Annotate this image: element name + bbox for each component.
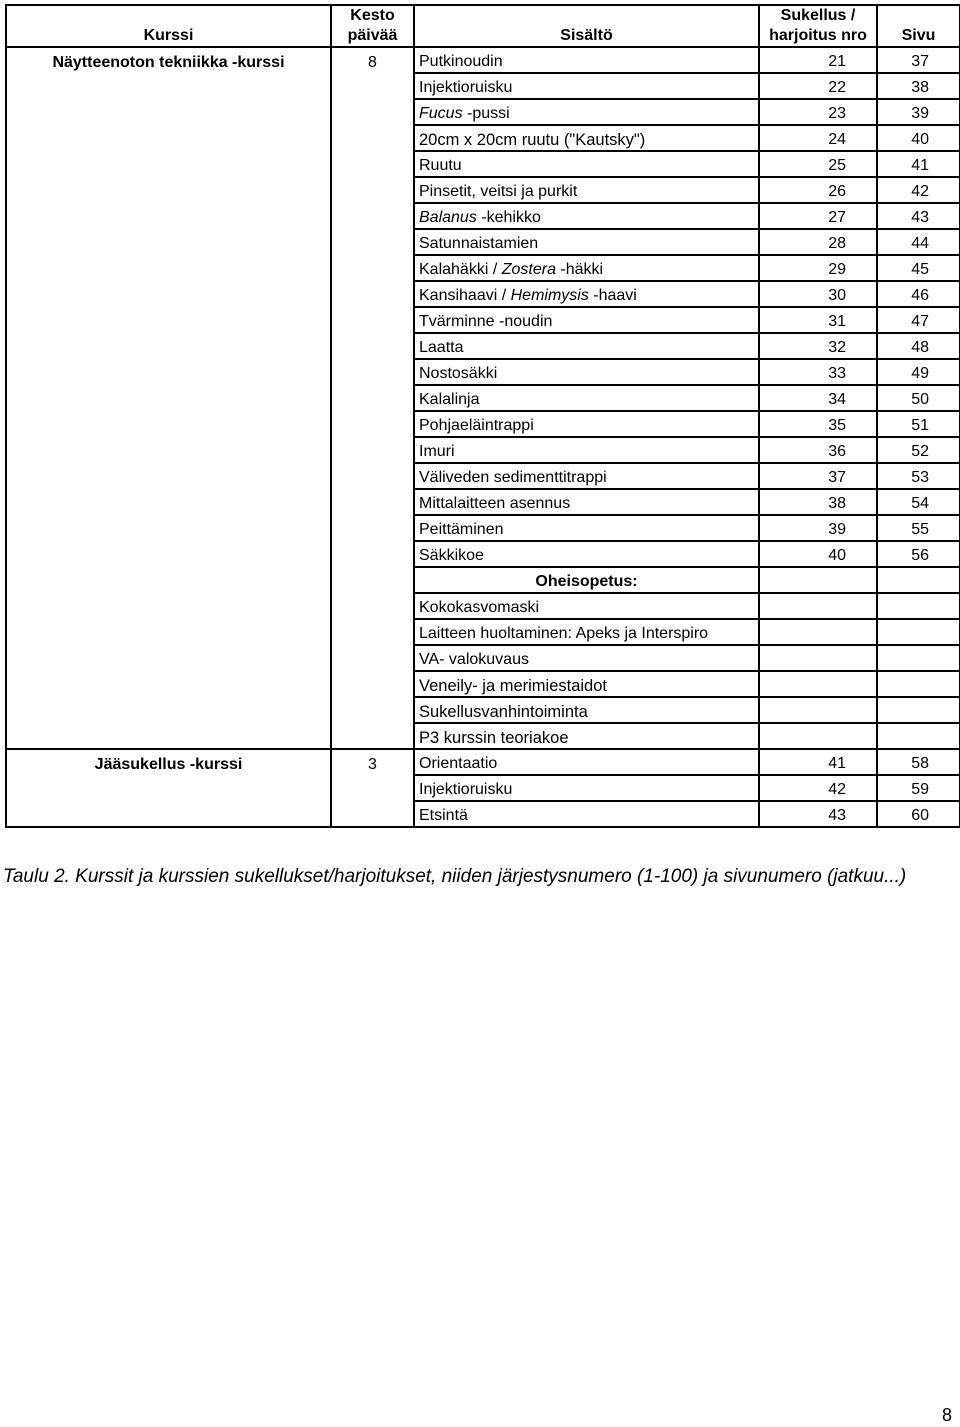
- sivu-cell: 49: [877, 359, 960, 385]
- content-cell: Injektioruisku: [414, 775, 759, 801]
- sivu-cell: 46: [877, 281, 960, 307]
- sivu-cell: 48: [877, 333, 960, 359]
- sivu-cell: 58: [877, 749, 960, 775]
- sivu-cell: 39: [877, 99, 960, 125]
- table-row: [6, 463, 960, 489]
- content-cell: Nostosäkki: [414, 359, 759, 385]
- sivu-cell: 50: [877, 385, 960, 411]
- oheisopetus-header: Oheisopetus:: [414, 567, 759, 593]
- nro-cell: 37: [759, 463, 877, 489]
- sivu-cell: 38: [877, 73, 960, 99]
- course-name: Näytteenoton tekniikka -kurssi: [6, 47, 331, 73]
- table-row: [6, 73, 960, 99]
- table-row: [6, 385, 960, 411]
- table-row: [6, 255, 960, 281]
- oheisopetus-item: Kokokasvomaski: [414, 593, 759, 619]
- nro-cell: 21: [759, 47, 877, 73]
- table-row: [6, 281, 960, 307]
- table-row: [6, 697, 960, 723]
- nro-cell: 22: [759, 73, 877, 99]
- content-cell: Säkkikoe: [414, 541, 759, 567]
- sivu-cell: 45: [877, 255, 960, 281]
- table-row: [6, 203, 960, 229]
- content-cell: Imuri: [414, 437, 759, 463]
- table-row: [6, 775, 960, 801]
- table-row: [6, 125, 960, 151]
- content-cell: Orientaatio: [414, 749, 759, 775]
- nro-cell: 28: [759, 229, 877, 255]
- nro-cell: 34: [759, 385, 877, 411]
- oheisopetus-item: VA- valokuvaus: [414, 645, 759, 671]
- table-row: [6, 619, 960, 645]
- content-cell: Satunnaistamien: [414, 229, 759, 255]
- table-row: [6, 723, 960, 749]
- oheisopetus-item: P3 kurssin teoriakoe: [414, 723, 759, 749]
- content-cell: Balanus -kehikko: [414, 203, 759, 229]
- sivu-cell: 59: [877, 775, 960, 801]
- sivu-cell: 56: [877, 541, 960, 567]
- sivu-cell: 43: [877, 203, 960, 229]
- sivu-cell: 51: [877, 411, 960, 437]
- content-cell: Laatta: [414, 333, 759, 359]
- oheisopetus-item: Veneily- ja merimiestaidot: [414, 671, 759, 697]
- sivu-cell: 53: [877, 463, 960, 489]
- sivu-cell: 44: [877, 229, 960, 255]
- table-row: [6, 489, 960, 515]
- nro-cell: 33: [759, 359, 877, 385]
- nro-cell: 32: [759, 333, 877, 359]
- table-header-row: [6, 5, 960, 47]
- nro-cell: 35: [759, 411, 877, 437]
- header-kurssi: Kurssi: [6, 5, 331, 47]
- sivu-cell: 55: [877, 515, 960, 541]
- content-cell: Putkinoudin: [414, 47, 759, 73]
- nro-cell: 29: [759, 255, 877, 281]
- table-row: [6, 671, 960, 697]
- table-row: [6, 437, 960, 463]
- table-row: [6, 359, 960, 385]
- nro-cell: 38: [759, 489, 877, 515]
- content-cell: Väliveden sedimenttitrappi: [414, 463, 759, 489]
- table-row: [6, 515, 960, 541]
- content-cell: Injektioruisku: [414, 73, 759, 99]
- table-row: [6, 801, 960, 827]
- nro-cell: 23: [759, 99, 877, 125]
- content-cell: Kansihaavi / Hemimysis -haavi: [414, 281, 759, 307]
- content-cell: Tvärminne -noudin: [414, 307, 759, 333]
- content-cell: 20cm x 20cm ruutu ("Kautsky"): [414, 125, 759, 151]
- oheisopetus-item: Laitteen huoltaminen: Apeks ja Interspiro: [414, 619, 759, 645]
- nro-cell: 42: [759, 775, 877, 801]
- course-table: [5, 4, 960, 828]
- sivu-cell: 47: [877, 307, 960, 333]
- sivu-cell: 40: [877, 125, 960, 151]
- nro-cell: 30: [759, 281, 877, 307]
- course-days: 3: [331, 749, 414, 775]
- content-cell: Pinsetit, veitsi ja purkit: [414, 177, 759, 203]
- nro-cell: 41: [759, 749, 877, 775]
- table-row: [6, 307, 960, 333]
- sivu-cell: 41: [877, 151, 960, 177]
- sivu-cell: 42: [877, 177, 960, 203]
- sivu-cell: 54: [877, 489, 960, 515]
- header-sisalto: Sisältö: [414, 5, 759, 47]
- table-row: [6, 177, 960, 203]
- table-row: [6, 411, 960, 437]
- nro-cell: 40: [759, 541, 877, 567]
- table-caption: Taulu 2. Kurssit ja kurssien sukellukset/harjoitukset, niiden järjestysnumero (1-100) ja sivunumero (jatkuu...): [3, 866, 907, 887]
- header-sukellus: Sukellus / harjoitus nro: [759, 5, 877, 47]
- table-row: [6, 47, 960, 73]
- table-row: [6, 333, 960, 359]
- nro-cell: 25: [759, 151, 877, 177]
- nro-cell: 31: [759, 307, 877, 333]
- header-kesto: Kesto päivää: [331, 5, 414, 47]
- sivu-cell: 37: [877, 47, 960, 73]
- course-days: 8: [331, 47, 414, 73]
- table-row: [6, 749, 960, 775]
- content-cell: Kalalinja: [414, 385, 759, 411]
- sivu-cell: 52: [877, 437, 960, 463]
- course-name: Jääsukellus -kurssi: [6, 749, 331, 775]
- table-row: [6, 593, 960, 619]
- sivu-cell: 60: [877, 801, 960, 827]
- table-row: [6, 541, 960, 567]
- content-cell: Ruutu: [414, 151, 759, 177]
- table-row: [6, 99, 960, 125]
- table-row: [6, 567, 960, 593]
- content-cell: Fucus -pussi: [414, 99, 759, 125]
- content-cell: Mittalaitteen asennus: [414, 489, 759, 515]
- content-cell: Etsintä: [414, 801, 759, 827]
- header-sivu: Sivu: [877, 5, 960, 47]
- oheisopetus-item: Sukellusvanhintoiminta: [414, 697, 759, 723]
- nro-cell: 24: [759, 125, 877, 151]
- content-cell: Peittäminen: [414, 515, 759, 541]
- table-row: [6, 645, 960, 671]
- nro-cell: 36: [759, 437, 877, 463]
- content-cell: Pohjaeläintrappi: [414, 411, 759, 437]
- nro-cell: 39: [759, 515, 877, 541]
- table-row: [6, 151, 960, 177]
- nro-cell: 26: [759, 177, 877, 203]
- table-row: [6, 229, 960, 255]
- content-cell: Kalahäkki / Zostera -häkki: [414, 255, 759, 281]
- nro-cell: 27: [759, 203, 877, 229]
- nro-cell: 43: [759, 801, 877, 827]
- page-number: 8: [941, 1405, 952, 1425]
